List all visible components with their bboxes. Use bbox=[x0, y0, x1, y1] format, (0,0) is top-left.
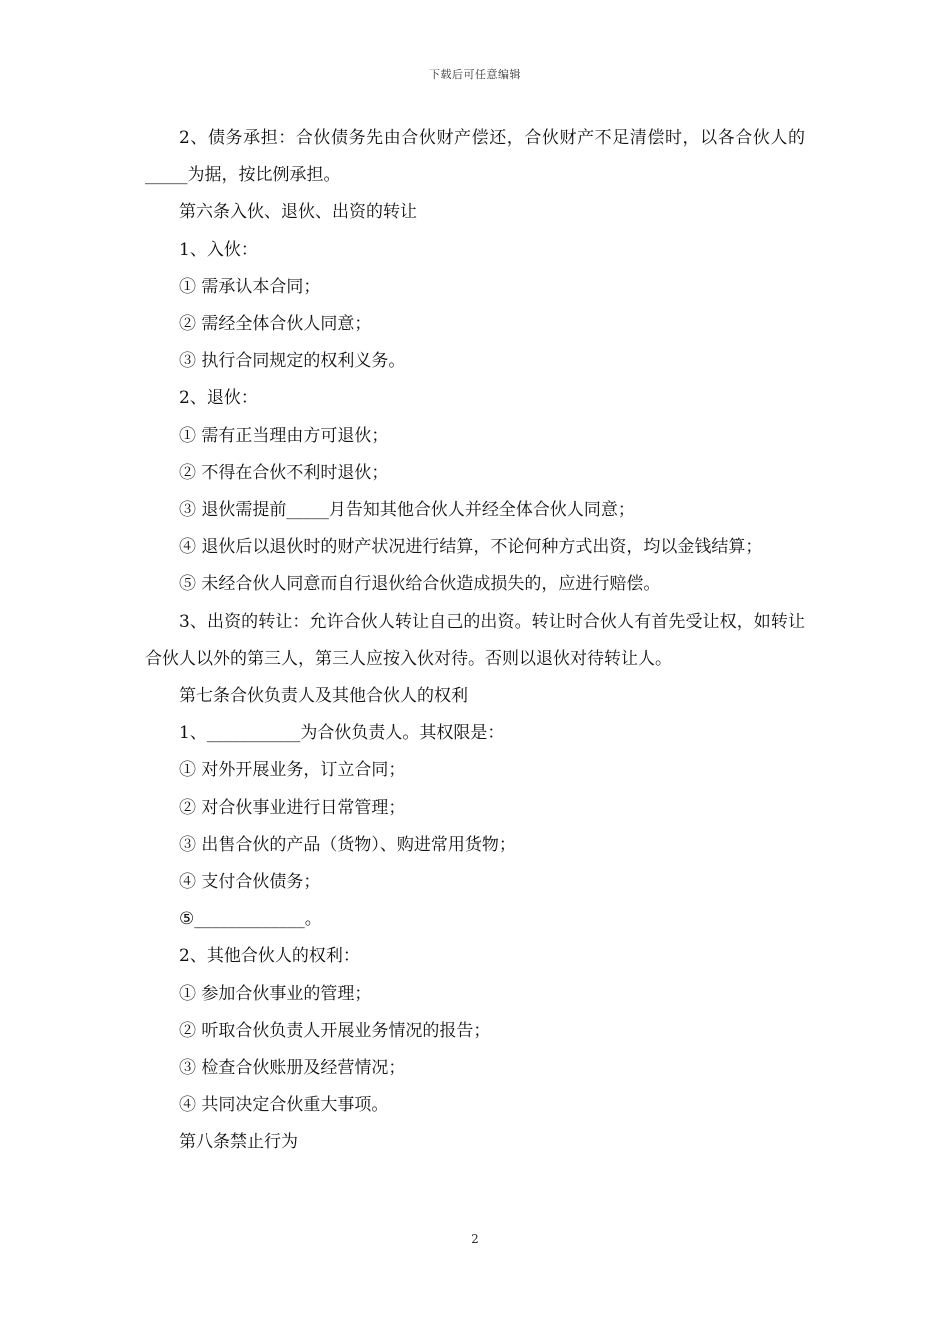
list-item: ④ 共同决定合伙重大事项。 bbox=[179, 1095, 389, 1116]
paragraph: 2、其他合伙人的权利： bbox=[179, 946, 360, 967]
list-item: ④ 支付合伙债务； bbox=[179, 872, 321, 893]
list-item: ⑤_____________。 bbox=[179, 909, 322, 930]
paragraph: 2、退伙： bbox=[179, 388, 258, 409]
section-heading: 第七条合伙负责人及其他合伙人的权利 bbox=[179, 686, 468, 707]
list-item: ⑤ 未经合伙人同意而自行退伙给合伙造成损失的，应进行赔偿。 bbox=[179, 574, 661, 595]
paragraph: 3、出资的转让：允许合伙人转让自己的出资。转让时合伙人有首先受让权，如转让合伙人以外的第三人，第三人应按入伙对待。否则以退伙对待转让人。 bbox=[145, 611, 805, 669]
page-header: 下载后可任意编辑 bbox=[429, 68, 521, 81]
section-heading: 第六条入伙、退伙、出资的转让 bbox=[179, 202, 417, 223]
paragraph: 1、入伙： bbox=[179, 239, 258, 260]
list-item: ① 参加合伙事业的管理； bbox=[179, 983, 372, 1004]
page-number: 2 bbox=[471, 1232, 479, 1246]
list-item: ③ 执行合同规定的权利义务。 bbox=[179, 351, 406, 372]
section-heading: 第八条禁止行为 bbox=[179, 1132, 298, 1153]
list-item: ② 不得在合伙不利时退伙； bbox=[179, 462, 389, 483]
paragraph: 2、债务承担：合伙债务先由合伙财产偿还，合伙财产不足清偿时，以各合伙人的_____为据，按比例承担。 bbox=[145, 128, 805, 186]
list-item: ② 对合伙事业进行日常管理； bbox=[179, 797, 406, 818]
list-item: ① 需有正当理由方可退伙； bbox=[179, 425, 389, 446]
document-body bbox=[145, 120, 805, 1162]
list-item: ③ 出售合伙的产品（货物）、购进常用货物； bbox=[179, 834, 516, 855]
list-item: ③ 退伙需提前_____月告知其他合伙人并经全体合伙人同意； bbox=[179, 500, 635, 521]
list-item: ③ 检查合伙账册及经营情况； bbox=[179, 1058, 406, 1079]
list-item: ① 对外开展业务，订立合同； bbox=[179, 760, 406, 781]
list-item: ② 需经全体合伙人同意； bbox=[179, 314, 372, 335]
list-item: ② 听取合伙负责人开展业务情况的报告； bbox=[179, 1020, 491, 1041]
list-item: ④ 退伙后以退伙时的财产状况进行结算，不论何种方式出资，均以金钱结算； bbox=[179, 537, 763, 558]
paragraph: 1、___________为合伙负责人。其权限是： bbox=[179, 723, 505, 744]
list-item: ① 需承认本合同； bbox=[179, 276, 321, 297]
